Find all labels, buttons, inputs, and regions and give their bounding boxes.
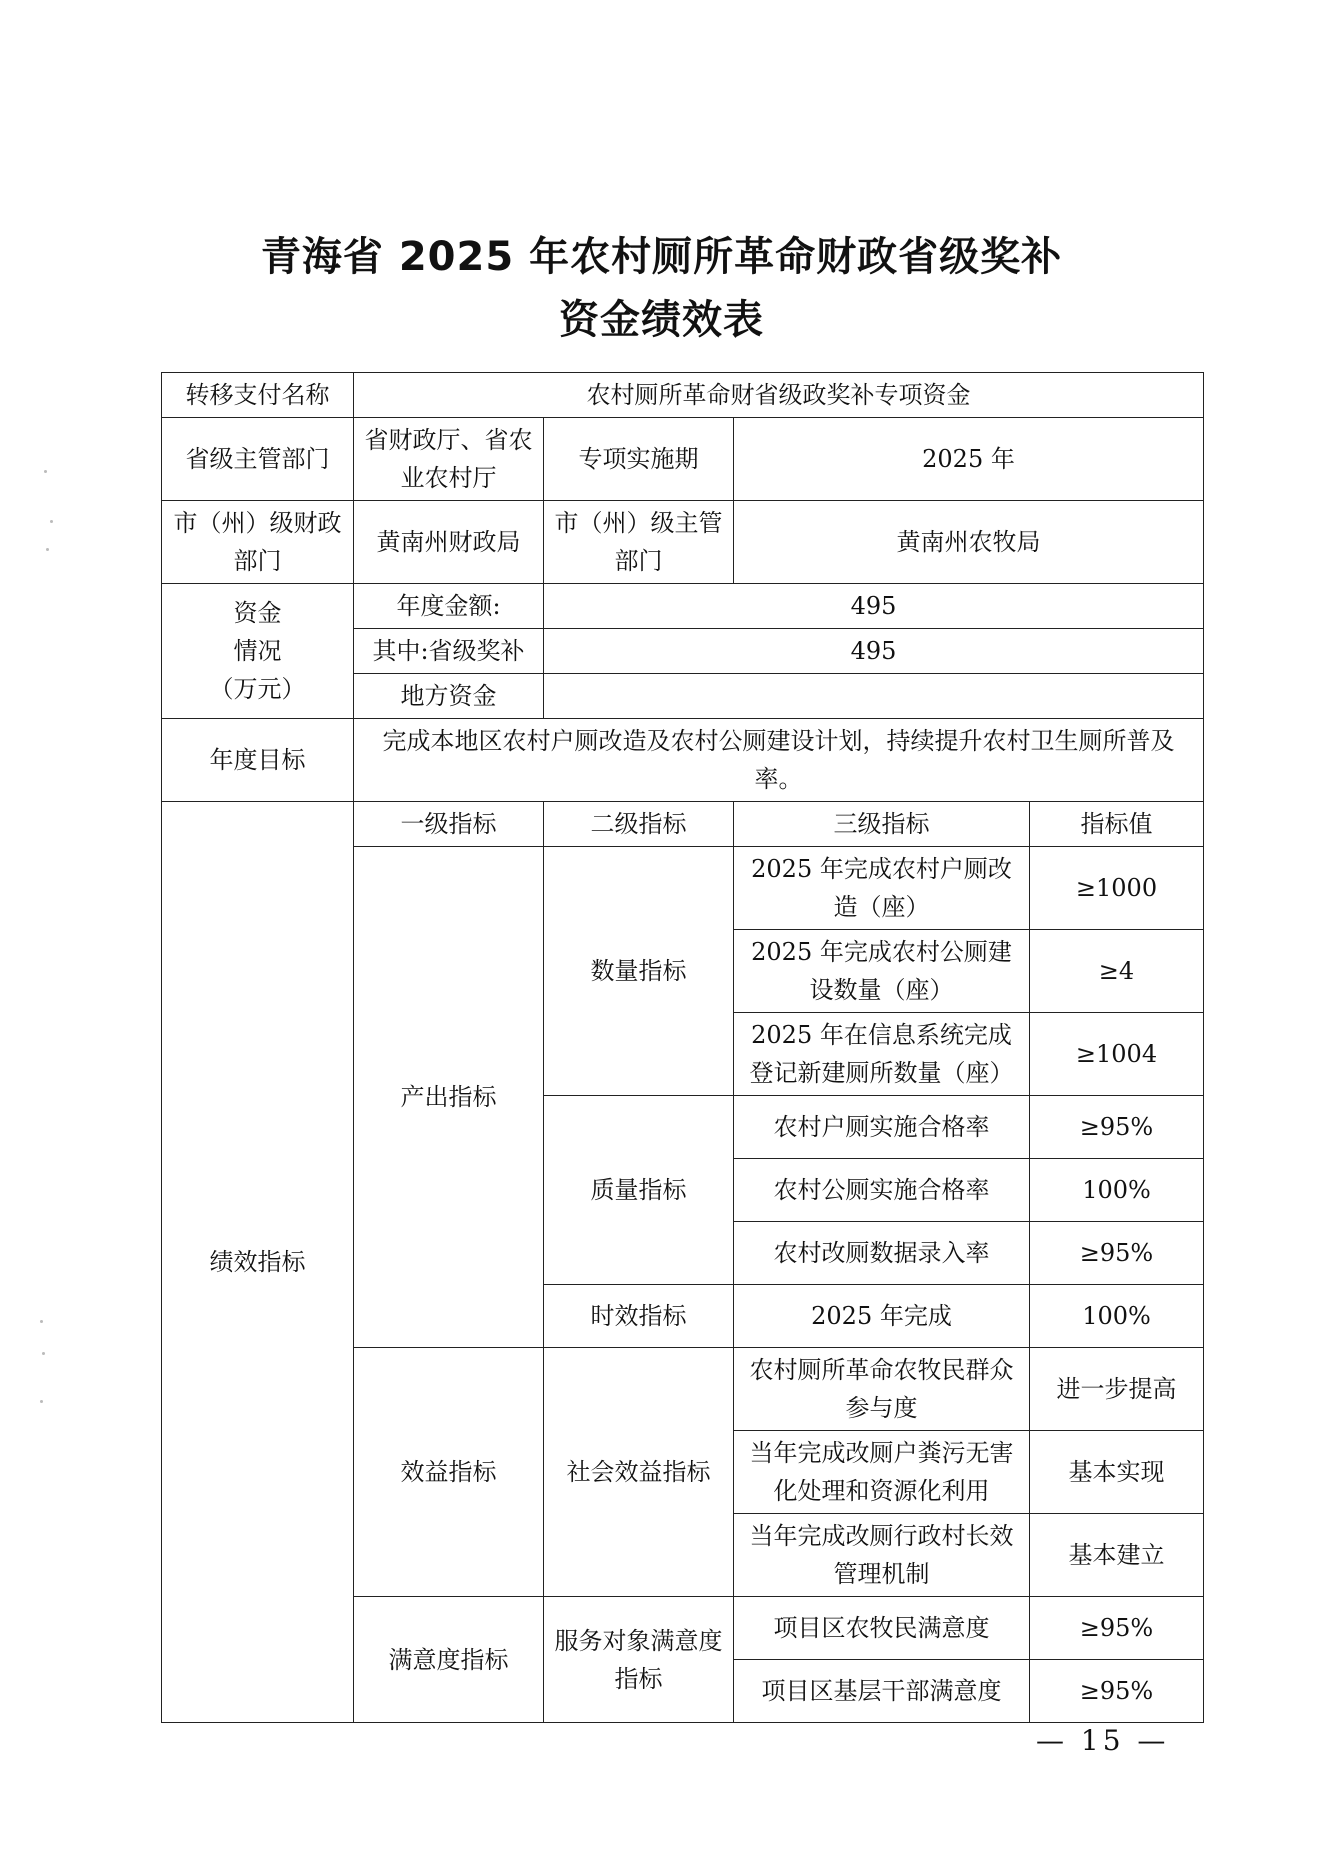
- header-level1: 一级指标: [354, 802, 544, 847]
- indicator-value: ≥95%: [1030, 1597, 1204, 1660]
- city-finance-value: 黄南州财政局: [354, 501, 544, 584]
- subgroup-social: 社会效益指标: [544, 1348, 734, 1597]
- indicator-name: 项目区农牧民满意度: [734, 1597, 1030, 1660]
- indicator-value: ≥95%: [1030, 1096, 1204, 1159]
- subgroup-service: 服务对象满意度指标: [544, 1597, 734, 1723]
- funds-label-line3: （万元）: [209, 675, 306, 703]
- indicator-name: 农村厕所革命农牧民群众参与度: [734, 1348, 1030, 1431]
- document-title-line2: 资金绩效表: [559, 297, 764, 343]
- local-funds-label: 地方资金: [354, 674, 544, 719]
- scan-mark: [44, 470, 47, 473]
- performance-indicators-label: 绩效指标: [162, 802, 354, 1723]
- group-output: 产出指标: [354, 847, 544, 1348]
- indicator-value: 进一步提高: [1030, 1348, 1204, 1431]
- provincial-subsidy-value: 495: [544, 629, 1204, 674]
- annual-goal-label: 年度目标: [162, 719, 354, 802]
- city-dept-label: 市（州）级主管部门: [544, 501, 734, 584]
- page-number: — 15 —: [1036, 1724, 1170, 1757]
- indicator-value: ≥95%: [1030, 1660, 1204, 1723]
- transfer-name-value: 农村厕所革命财省级政奖补专项资金: [354, 373, 1204, 418]
- indicator-name: 农村改厕数据录入率: [734, 1222, 1030, 1285]
- indicator-value: 基本实现: [1030, 1431, 1204, 1514]
- header-value: 指标值: [1030, 802, 1204, 847]
- header-level2: 二级指标: [544, 802, 734, 847]
- indicator-name: 项目区基层干部满意度: [734, 1660, 1030, 1723]
- annual-amount-label: 年度金额:: [354, 584, 544, 629]
- scan-mark: [40, 1320, 43, 1323]
- header-level3: 三级指标: [734, 802, 1030, 847]
- subgroup-timeliness: 时效指标: [544, 1285, 734, 1348]
- subgroup-quantity: 数量指标: [544, 847, 734, 1096]
- document-title-line1: 青海省 2025 年农村厕所革命财政省级奖补: [260, 234, 1063, 280]
- indicator-name: 2025 年完成: [734, 1285, 1030, 1348]
- funds-label: [162, 584, 354, 719]
- prov-dept-value: 省财政厅、省农业农村厅: [354, 418, 544, 501]
- indicator-name: 2025 年完成农村公厕建设数量（座）: [734, 930, 1030, 1013]
- indicator-name: 2025 年在信息系统完成登记新建厕所数量（座）: [734, 1013, 1030, 1096]
- scan-mark: [50, 520, 53, 523]
- funds-label-line1: 资金: [233, 599, 282, 627]
- scan-mark: [46, 548, 49, 551]
- indicator-value: 基本建立: [1030, 1514, 1204, 1597]
- funds-label-line2: 情况: [233, 637, 282, 665]
- annual-amount-value: 495: [544, 584, 1204, 629]
- indicator-name: 2025 年完成农村户厕改造（座）: [734, 847, 1030, 930]
- city-dept-value: 黄南州农牧局: [734, 501, 1204, 584]
- period-label: 专项实施期: [544, 418, 734, 501]
- indicator-value: ≥4: [1030, 930, 1204, 1013]
- period-value: 2025 年: [734, 418, 1204, 501]
- provincial-subsidy-label: 其中:省级奖补: [354, 629, 544, 674]
- indicator-name: 当年完成改厕户粪污无害化处理和资源化利用: [734, 1431, 1030, 1514]
- indicator-value: 100%: [1030, 1285, 1204, 1348]
- indicator-value: ≥1000: [1030, 847, 1204, 930]
- transfer-name-label: 转移支付名称: [162, 373, 354, 418]
- prov-dept-label: 省级主管部门: [162, 418, 354, 501]
- performance-table: [161, 372, 1204, 1723]
- indicator-value: 100%: [1030, 1159, 1204, 1222]
- indicator-value: ≥95%: [1030, 1222, 1204, 1285]
- indicator-name: 当年完成改厕行政村长效管理机制: [734, 1514, 1030, 1597]
- indicator-name: 农村户厕实施合格率: [734, 1096, 1030, 1159]
- group-benefit: 效益指标: [354, 1348, 544, 1597]
- scan-mark: [40, 1400, 43, 1403]
- subgroup-quality: 质量指标: [544, 1096, 734, 1285]
- group-satisfaction: 满意度指标: [354, 1597, 544, 1723]
- city-finance-label: 市（州）级财政部门: [162, 501, 354, 584]
- local-funds-value: [544, 674, 1204, 719]
- indicator-name: 农村公厕实施合格率: [734, 1159, 1030, 1222]
- annual-goal-text: 完成本地区农村户厕改造及农村公厕建设计划，持续提升农村卫生厕所普及率。: [354, 719, 1204, 802]
- scan-mark: [42, 1352, 45, 1355]
- indicator-value: ≥1004: [1030, 1013, 1204, 1096]
